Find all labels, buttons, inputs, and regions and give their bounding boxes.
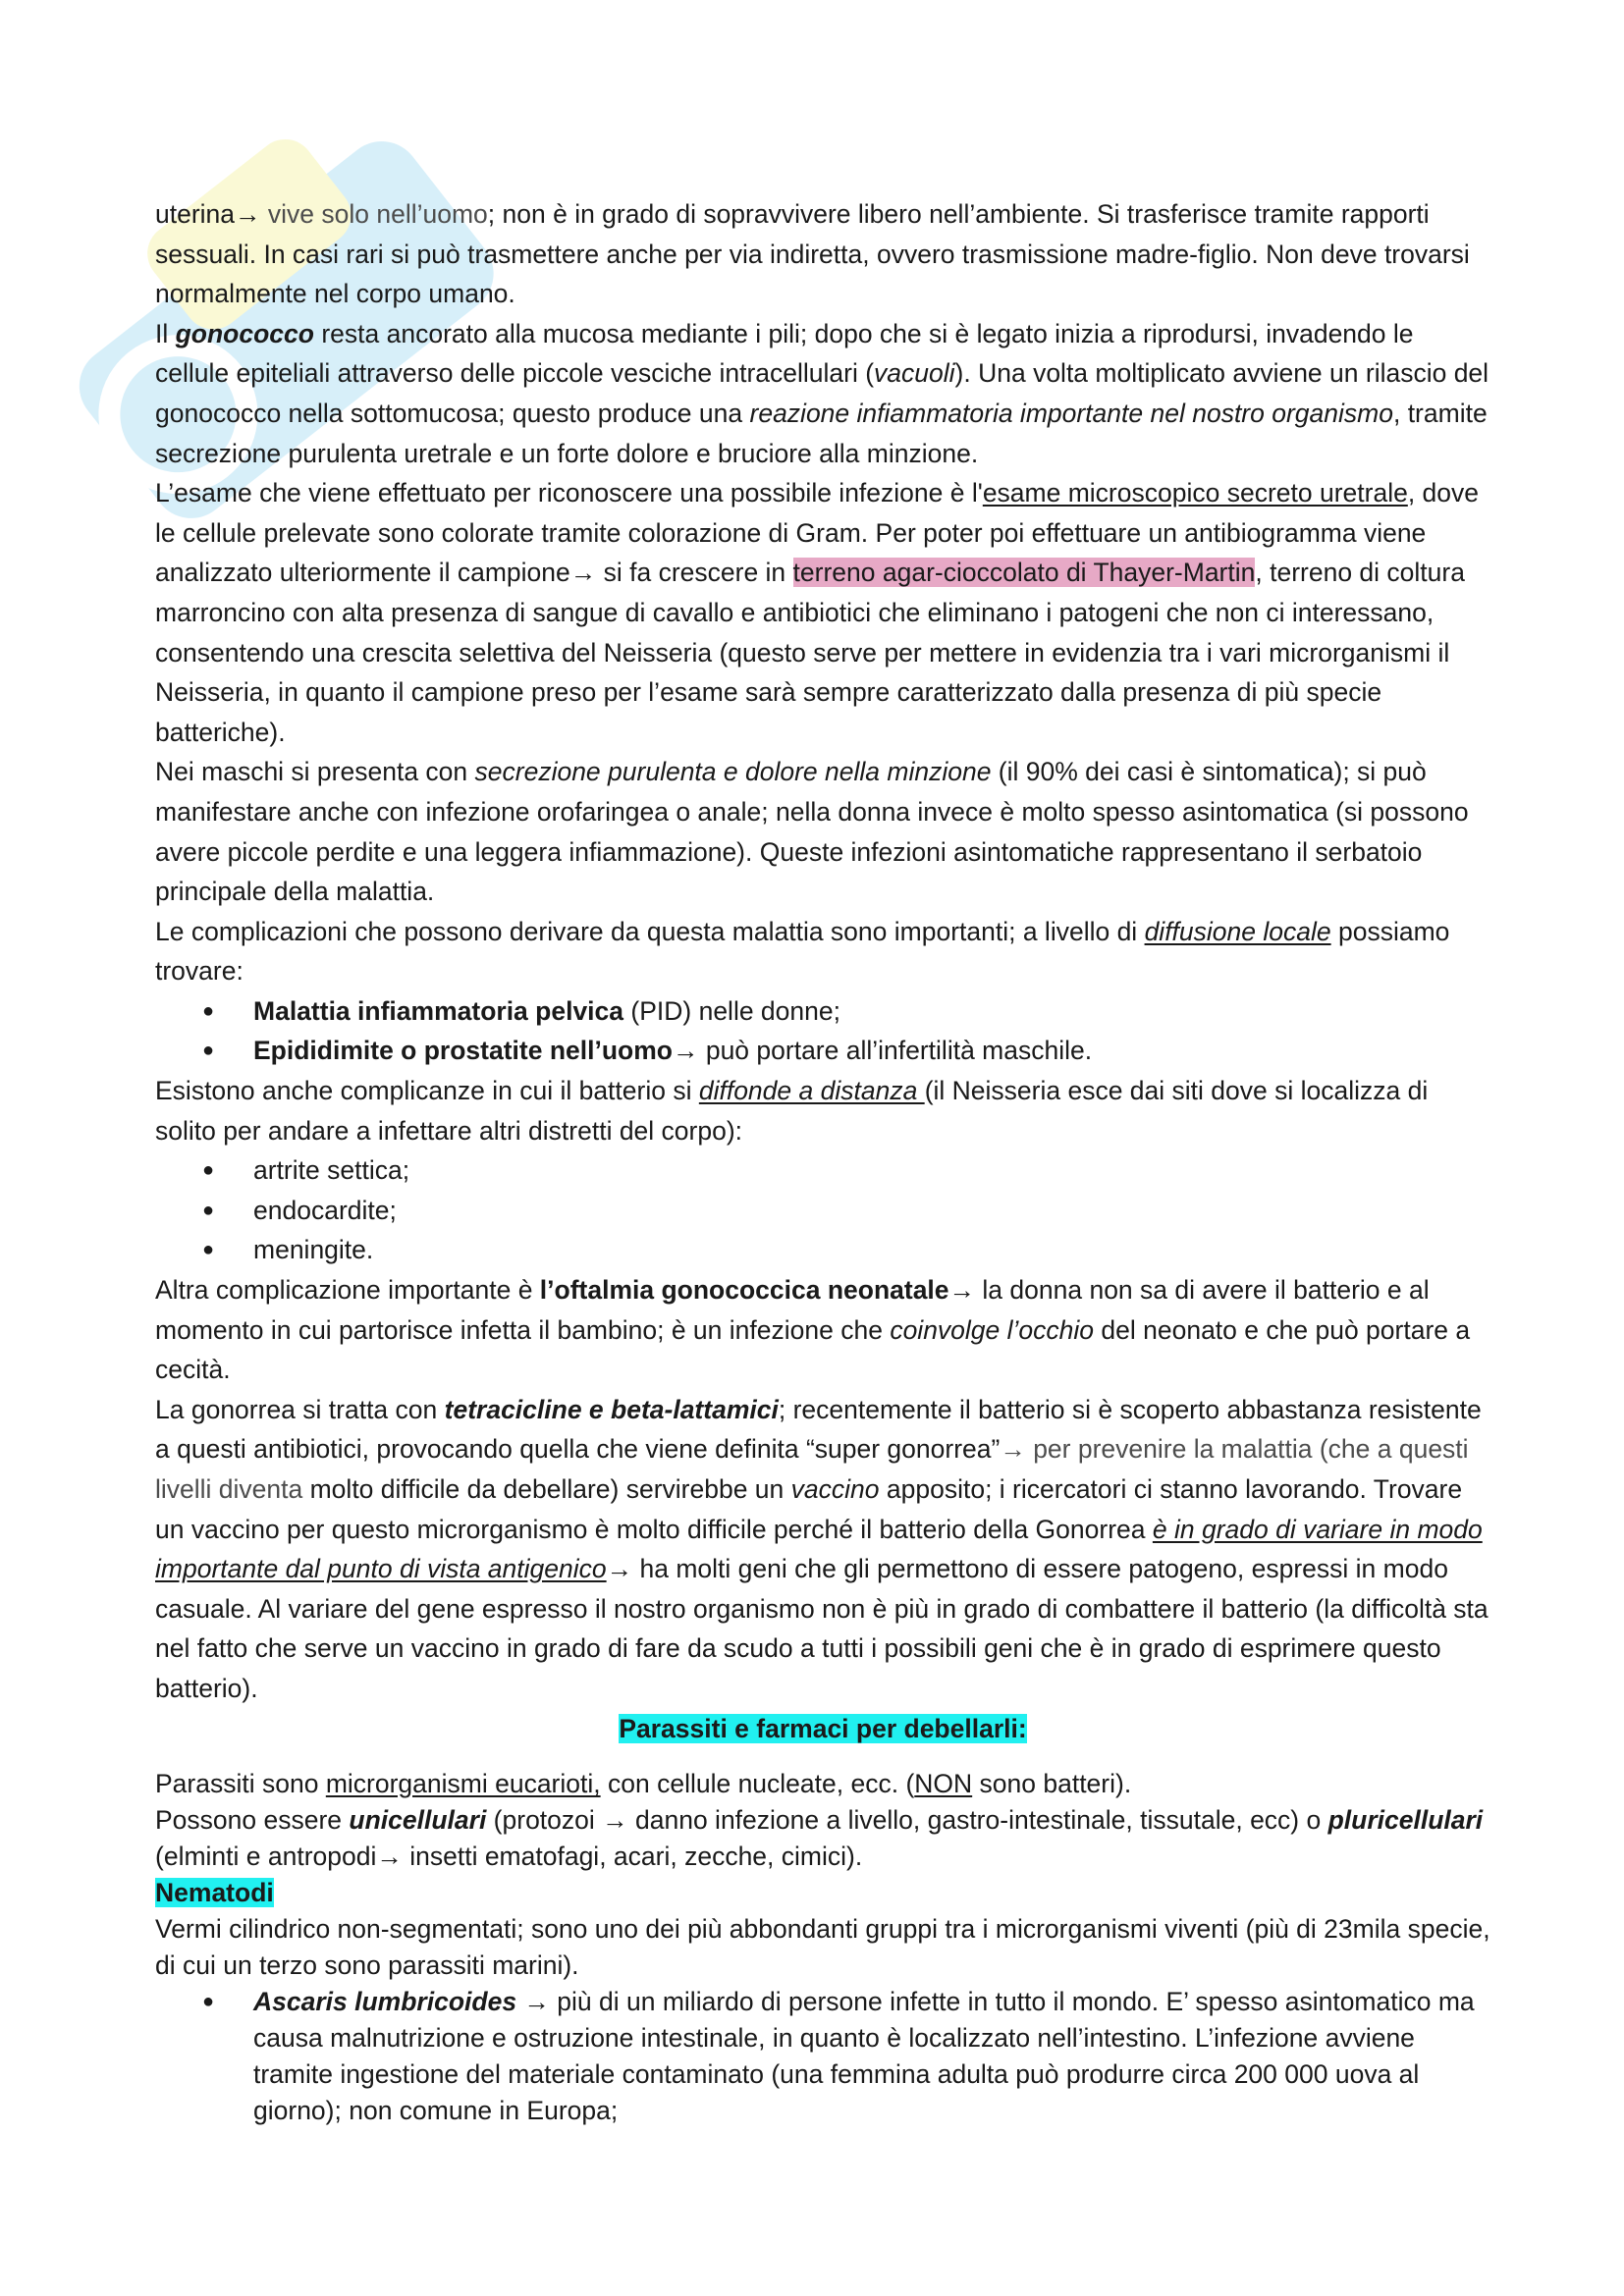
document-body xyxy=(155,194,1490,2129)
list-nematodi xyxy=(155,1984,1490,2129)
paragraph-distanza: Esistono anche complicanze in cui il batterio si diffonde a distanza (il Neisseria esce dai siti dove si localizza di solito per andare a infettare altri distretti del corpo): xyxy=(155,1076,1429,1146)
section-heading-nematodi: Nematodi xyxy=(155,1878,274,1908)
paragraph-complicazioni: Le complicazioni che possono derivare da questa malattia sono importanti; a livello di diffusione locale possiamo trovare: xyxy=(155,916,1450,987)
paragraph-nematodi: Vermi cilindrico non-segmentati; sono uno dei più abbondanti gruppi tra i microrganismi viventi (più di 23mila specie, di cui un terzo sono parassiti marini). xyxy=(155,1914,1490,1981)
list-local-complications xyxy=(155,991,1490,1071)
list-item: ● Malattia infiammatoria pelvica (PID) nelle donne; xyxy=(202,991,1490,1032)
paragraph-oftalmia: Altra complicazione importante è l’oftalmia gonococcica neonatale→ la donna non sa di avere il batterio e al momento in cui partorisce infetta il bambino; è un infezione che coinvolge l’occhio del neonato e che può portare a cecità. xyxy=(155,1275,1471,1385)
list-item: ● endocardite; xyxy=(202,1191,1490,1231)
paragraph-sintomi: Nei maschi si presenta con secrezione purulenta e dolore nella minzione (il 90% dei casi è sintomatica); si può manifestare anche con infezione orofaringea o anale; nella donna invece è molto spesso asintomatica (si possono avere piccole perdite e una leggera infiammazione). Queste infezioni asintomatiche rappresentano il serbatoio principale della malattia. xyxy=(155,757,1469,907)
paragraph-gonococco: Il gonococco resta ancorato alla mucosa mediante i pili; dopo che si è legato inizia a riprodursi, invadendo le cellule epiteliali attraverso delle piccole vesciche intracellulari (vacuoli). Una volta moltiplicato avviene un rilascio del gonococco nella sottomucosa; questo produce una reazione infiammatoria importante nel nostro organismo, tramite secrezione purulenta uretrale e un forte dolore e bruciore alla minzione. xyxy=(155,318,1489,468)
paragraph-terapia: La gonorrea si tratta con tetracicline e beta-lattamici; recentemente il batterio si è scoperto abbastanza resistente a questi antibiotici, provocando quella che viene definita “super gonorrea”→ per prevenire la malattia (che a questi livelli diventa molto difficile da debellare) servirebbe un vaccino apposito; i ricercatori ci stanno lavorando. Trovare un vaccino per questo microrganismo è molto difficile perché il batterio della Gonorrea è in grado di variare in modo importante dal punto di vista antigenico→ ha molti geni che gli permettono di essere patogeno, espressi in modo casuale. Al variare del gene espresso il nostro organismo non è più in grado di combattere il batterio (la difficoltà sta nel fatto che serve un vaccino in grado di fare da scudo a tutti i possibili geni che è in grado di esprimere questo batterio). xyxy=(155,1394,1489,1703)
paragraph-parassiti: Parassiti sono microrganismi eucarioti, con cellule nucleate, ecc. (NON sono batteri). xyxy=(155,1769,1132,1799)
section-heading-parassiti: Parassiti e farmaci per debellarli: xyxy=(619,1713,1027,1743)
paragraph-tipi: Possono essere unicellulari (protozoi → danno infezione a livello, gastro-intestinale, tissutale, ecc) o pluricellulari (elminti e antropodi→ insetti ematofagi, acari, zecche, cimici). xyxy=(155,1805,1484,1872)
list-item: ● Ascaris lumbricoides → più di un miliardo di persone infette in tutto il mondo. E’ spesso asintomatico ma causa malnutrizione e ostruzione intestinale, in quanto è localizzato nell’intestino. L’infezione avviene tramite ingestione del materiale contaminato (una femmina adulta può produrre circa 200 000 uova al giorno); non comune in Europa; xyxy=(202,1984,1490,2129)
list-distant-complications xyxy=(155,1150,1490,1270)
list-item: ● Epididimite o prostatite nell’uomo→ può portare all’infertilità maschile. xyxy=(202,1031,1490,1071)
list-item: ● artrite settica; xyxy=(202,1150,1490,1191)
list-item: ● meningite. xyxy=(202,1230,1490,1270)
paragraph-esame: L’esame che viene effettuato per riconoscere una possibile infezione è l'esame microscopico secreto uretrale, dove le cellule prelevate sono colorate tramite colorazione di Gram. Per poter poi effettuare un antibiogramma viene analizzato ulteriormente il campione→ si fa crescere in terreno agar-cioccolato di Thayer-Martin, terreno di coltura marroncino con alta presenza di sangue di cavallo e antibiotici che eliminano i patogeni che non ci interessano, consentendo una crescita selettiva del Neisseria (questo serve per mettere in evidenzia tra i vari microrganismi il Neisseria, in quanto il campione preso per l’esame sarà sempre caratterizzato dalla presenza di più specie batteriche). xyxy=(155,478,1480,747)
paragraph-transmission: uterina→ vive solo nell’uomo; non è in grado di sopravvivere libero nell’ambiente. Si trasferisce tramite rapporti sessuali. In casi rari si può trasmettere anche per via indiretta, ovvero trasmissione madre-figlio. Non deve trovarsi normalmente nel corpo umano. xyxy=(155,199,1470,309)
